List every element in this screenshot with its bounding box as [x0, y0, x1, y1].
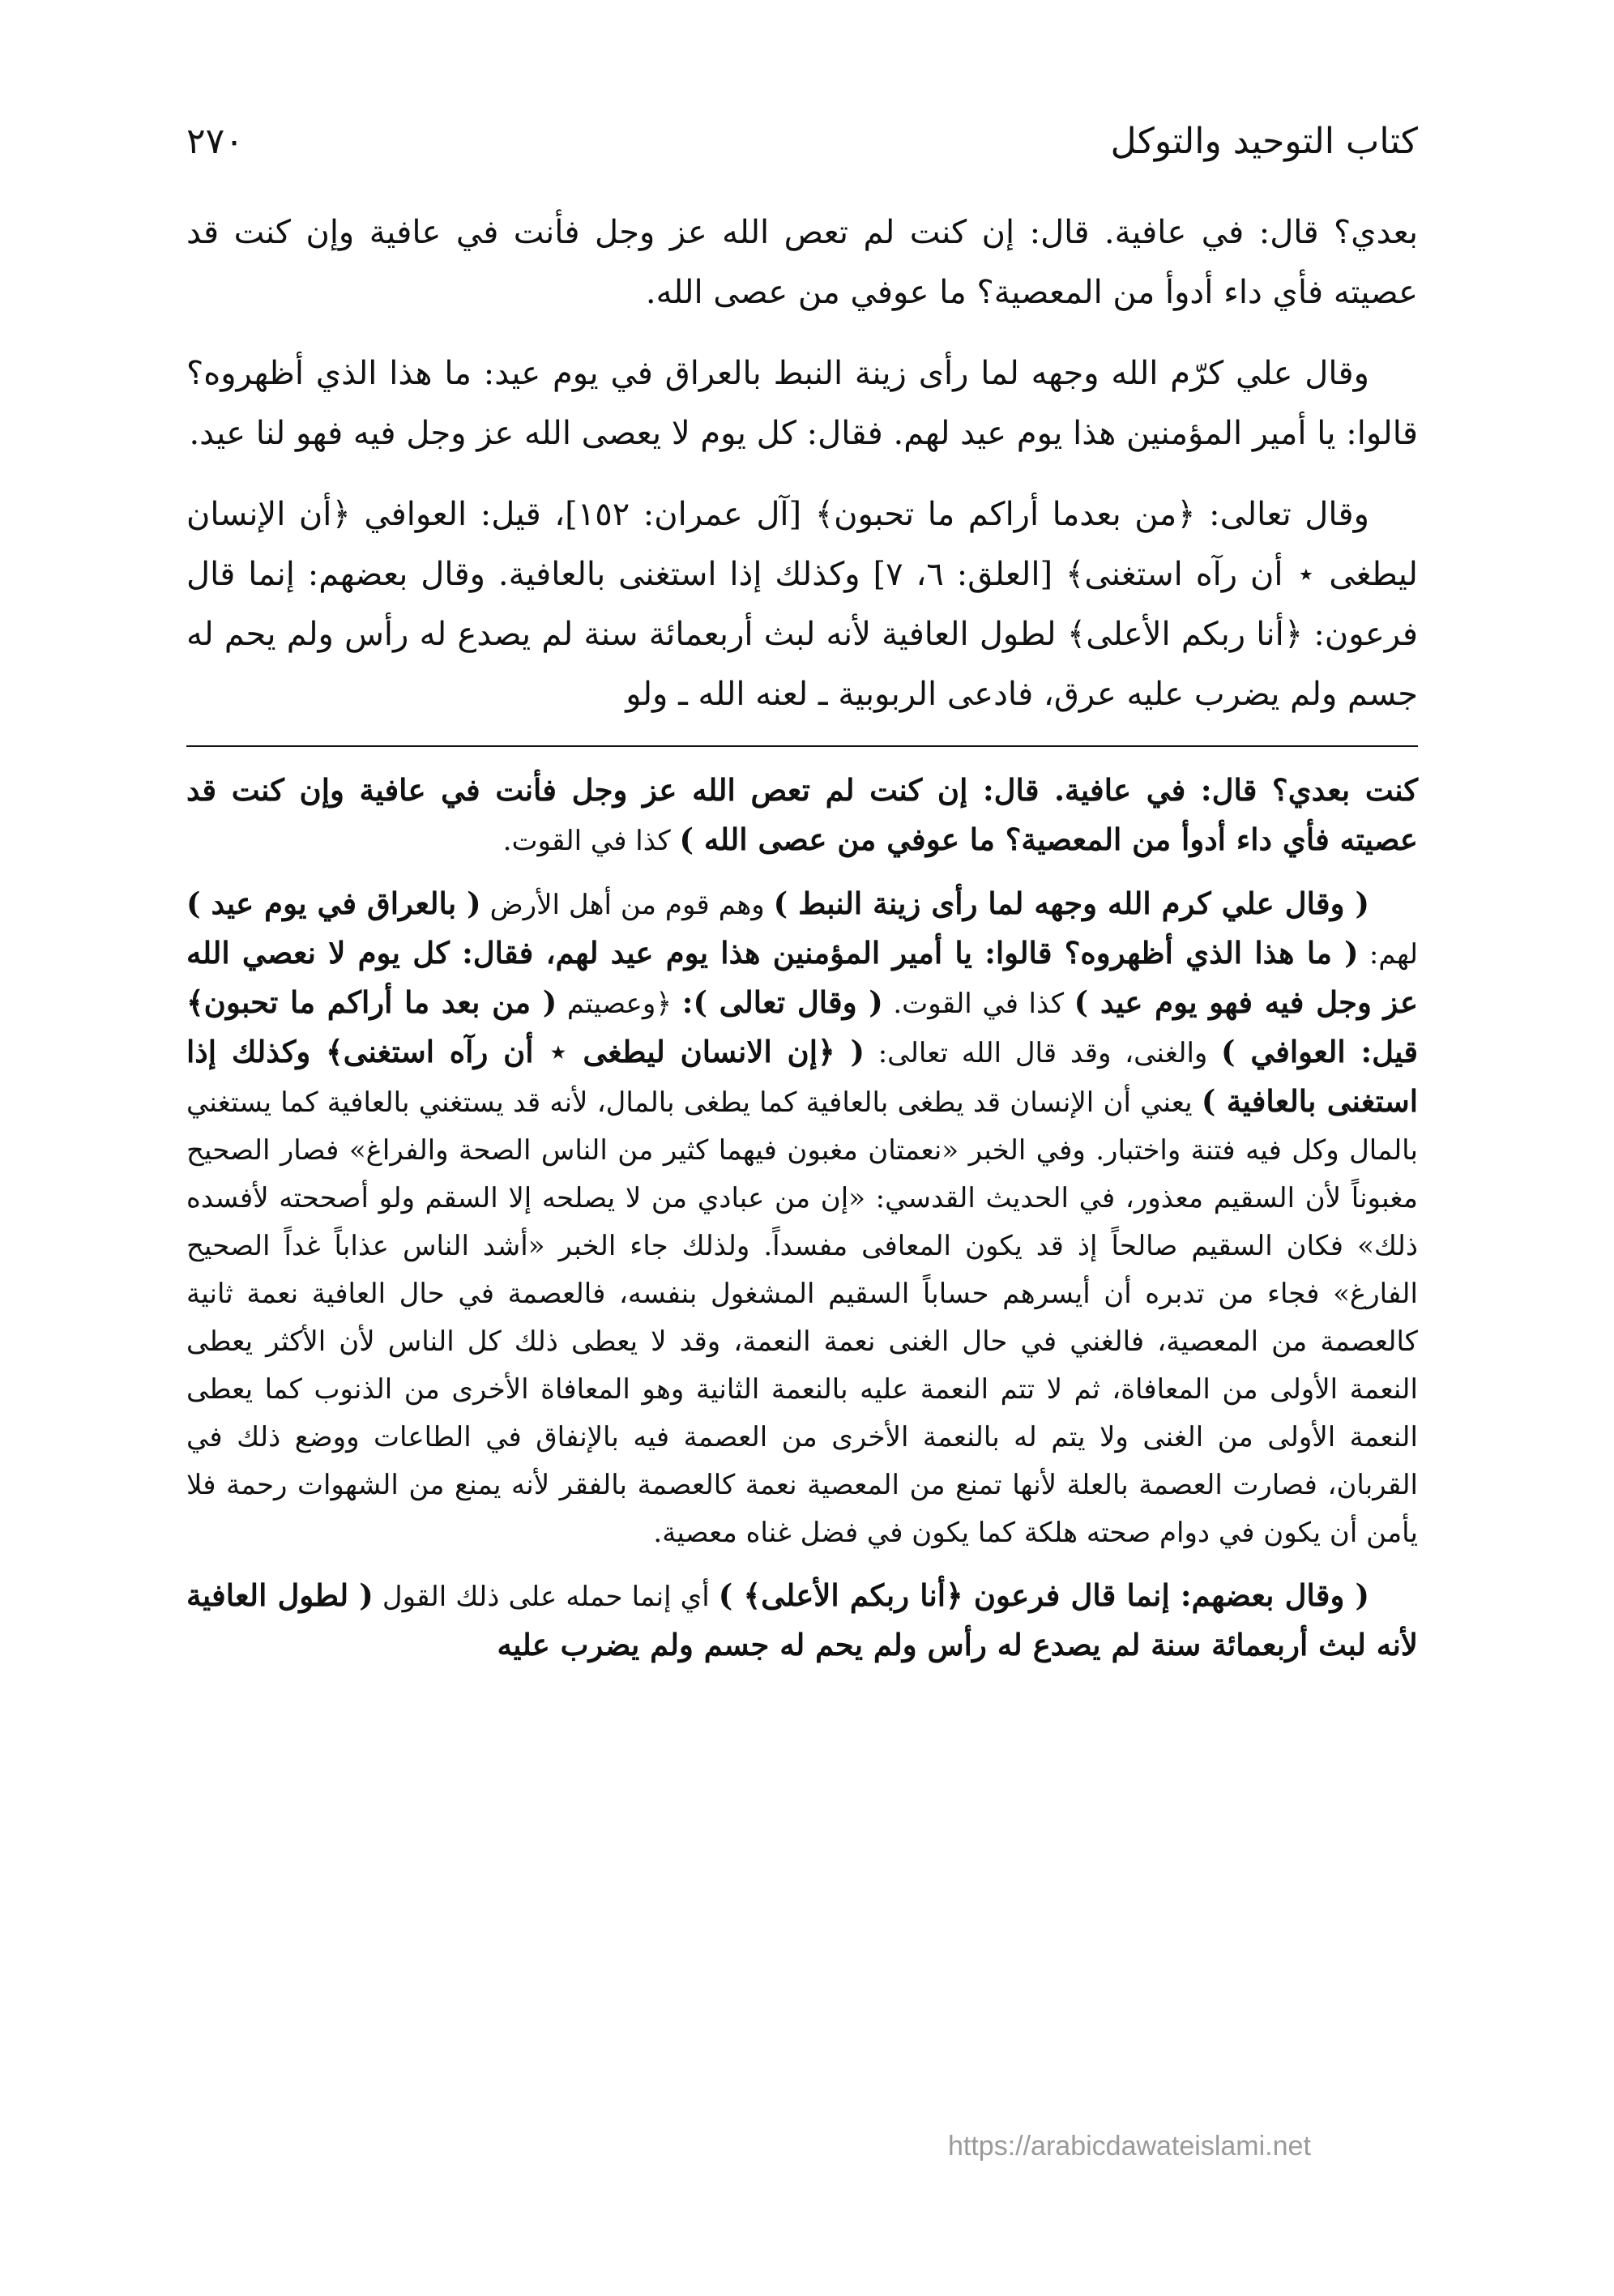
commentary-bold: ( وقال تعالى ): — [681, 984, 883, 1020]
commentary-paragraph-2 — [186, 880, 1418, 1557]
commentary-text-run: وهم قوم من أهل الأرض — [480, 889, 774, 921]
commentary-text — [186, 766, 1418, 1671]
commentary-bold: ( لطول العافية لأنه لبث أربعمائة سنة لم يصدع له رأس ولم يحم له جسم ولم يضرب عليه — [186, 1577, 1418, 1662]
commentary-bold: ( وقال بعضهم: إنما قال فرعون ﴿أنا ربكم الأعلى﴾ ) — [718, 1577, 1369, 1613]
commentary-text-run: لهم: — [1358, 938, 1419, 971]
main-paragraph-3: وقال تعالى: ﴿من بعدما أراكم ما تحبون﴾ [آل عمران: ١٥٢]، قيل: العوافي ﴿أن الإنسان ليطغى ⋆ أن رآه استغنى﴾ [العلق: ٦، ٧] وكذلك إذا استغنى بالعافية. وقال بعضهم: إنما قال فرعون: ﴿أنا ربكم الأعلى﴾ لطول العافية لأنه لبث أربعمائة سنة لم يصدع له رأس ولم يحم له جسم ولم يضرب عليه عرق، فادعى الربوبية ـ لعنه الله ـ ولو — [186, 496, 1418, 713]
commentary-bold: ( وقال علي كرم الله وجهه لما رأى زينة النبط ) — [773, 886, 1369, 921]
commentary-bold: ( بالعراق في يوم عيد ) — [186, 886, 481, 921]
running-title: كتاب التوحيد والتوكل — [1110, 121, 1418, 162]
commentary-paragraph-3 — [186, 1572, 1418, 1671]
footnote-divider — [186, 745, 1418, 747]
page-number: ٢٧٠ — [186, 121, 244, 162]
commentary-bold: ( من بعد ما أراكم ما تحبون﴾ قيل: العوافي ) — [186, 984, 1419, 1069]
commentary-bold: ( ما هذا الذي أظهروه؟ قالوا: يا أمير المؤمنين هذا يوم عيد لهم، فقال: كل يوم لا نعصي الله عز وجل فيه فهو يوم عيد ) — [186, 935, 1419, 1020]
book-page — [186, 89, 1418, 2260]
commentary-text-run: يعني أن الإنسان قد يطغى بالعافية كما يطغى بالمال، لأنه قد يستغني بالعافية كما يستغني بالمال وكل فيه فتنة واختبار. وفي الخبر «نعمتان مغبون فيهما كثير من الناس الصحة والفراغ» فصار الصحيح مغبوناً لأن السقيم معذور، في الحديث القدسي: «إن من عبادي من لا يصلحه إلا السقم ولو أصححته لأفسده ذلك» فكان السقيم صالحاً إذ قد يكون المعافى مفسداً. ولذلك جاء الخبر «أشد الناس عذاباً غداً الصحيح الفارغ» فجاء من تدبره أن أيسرهم حساباً السقيم المشغول بنفسه، فالعصمة في حال العافية نعمة ثانية كالعصمة من المعصية، فالغني في حال الغنى نعمة النعمة، وقد لا يعطى ذلك كل الناس لأن الأكثر يعطى النعمة الأولى من المعافاة، ثم لا تتم النعمة عليه بالنعمة الثانية وهو المعافاة الأخرى من الذنوب كما يعطى النعمة الأولى من الغنى ولا يتم له بالنعمة الأخرى من العصمة فيه بالإنفاق في الطاعات ووضع ذلك في القربان، فصارت العصمة بالعلة لأنها تمنع من المعصية نعمة كالعصمة بالفقر لأنه يمنع من الشهوات رحمة فلا يأمن أن يكون في دوام صحته هلكة كما يكون في فضل غناه معصية. — [186, 1086, 1418, 1549]
main-paragraph-1: بعدي؟ قال: في عافية. قال: إن كنت لم تعص الله عز وجل فأنت في عافية وإن كنت قد عصيته فأي داء أدوأ من المعصية؟ ما عوفي من عصى الله. — [186, 214, 1418, 311]
commentary-text-run: والغنى، وقد قال الله تعالى: — [864, 1037, 1222, 1069]
commentary-paragraph-1 — [186, 766, 1418, 865]
commentary-text-run: أي إنما حمله على ذلك القول — [373, 1581, 719, 1613]
page-header — [186, 89, 1418, 162]
commentary-bold: كنت بعدي؟ قال: في عافية. قال: إن كنت لم تعص الله عز وجل فأنت في عافية وإن كنت قد عصيته فأي داء أدوأ من المعصية؟ ما عوفي من عصى الله ) — [186, 772, 1418, 857]
commentary-text-run: كذا في القوت. — [882, 988, 1074, 1020]
commentary-text-run: ﴿وعصيتم — [557, 988, 682, 1020]
watermark-url: https://arabicdawateislami.net — [948, 2131, 1311, 2162]
commentary-text-run: كذا في القوت. — [502, 825, 680, 857]
main-text — [186, 203, 1418, 724]
main-paragraph-2: وقال علي كرّم الله وجهه لما رأى زينة النبط بالعراق في يوم عيد: ما هذا الذي أظهروه؟ قالوا: يا أمير المؤمنين هذا يوم عيد لهم. فقال: كل يوم لا يعصى الله عز وجل فيه فهو لنا عيد. — [186, 355, 1418, 452]
commentary-bold: ( ﴿إن الانسان ليطغى ⋆ أن رآه استغنى﴾ وكذلك إذا استغنى بالعافية ) — [186, 1034, 1418, 1119]
